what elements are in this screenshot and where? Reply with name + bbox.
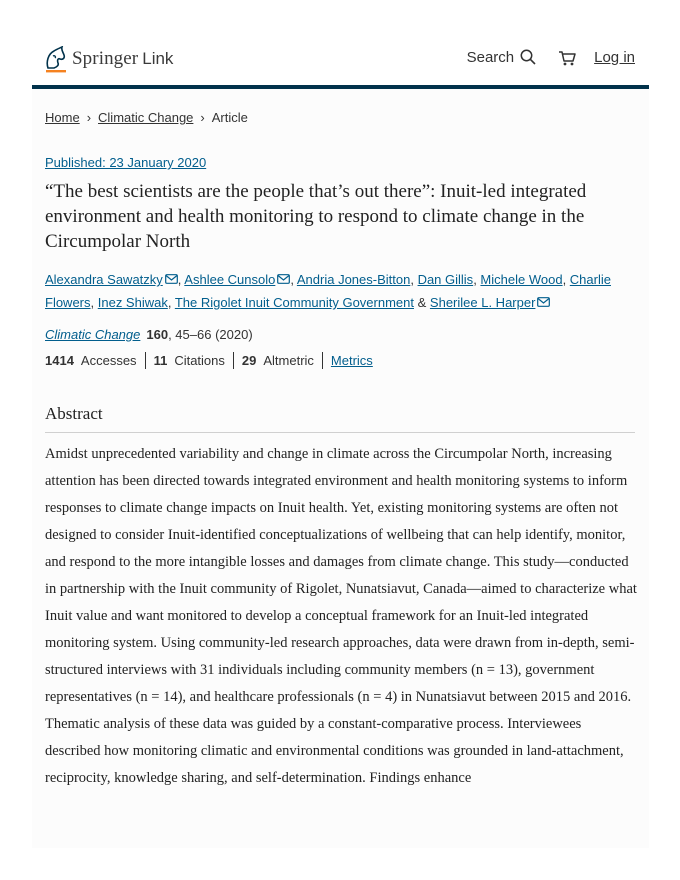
breadcrumb	[45, 110, 248, 125]
author-list: Alexandra Sawatzky , Ashlee Cunsolo , Andria Jones-Bitton, Dan Gillis, Michele Wood, Charlie Flowers, Inez Shiwak, The Rigolet Inuit Community Government & Sherilee L. Harper	[45, 272, 611, 310]
abstract-text: Amidst unprecedented variability and change in climate across the Circumpolar North, increasing attention has been directed towards integrated environment and health monitoring systems to inform responses to climate change impacts on Inuit health. Yet, existing monitoring systems are often not designed to consider Inuit-identified conceptualizations of wellbeing that can help identify, monitor, and respond to the more intangible losses and damages from climate change. This study—conducted in partnership with the Inuit community of Rigolet, Nunatsiavut, Canada—aimed to characterize what Inuit value and want monitored to develop a conceptual framework for an Inuit-led integrated monitoring system. Using community-led research approaches, data were drawn from in-depth, semi-structured interviews with 31 individuals including community members (n = 13), government representatives (n = 14), and healthcare professionals (n = 4) in Nunatsiavut between 2015 and 2016. Thematic analysis of these data was guided by a constant-comparative process. Interviewees described how monitoring climatic and environmental conditions was grounded in land-attachment, reciprocity, knowledge sharing, and self-determination. Findings enhance	[45, 446, 637, 786]
site-header	[32, 28, 649, 89]
author-link[interactable]: Inez Shiwak	[97, 295, 168, 310]
search-button[interactable]	[467, 49, 537, 66]
header-actions	[467, 48, 635, 66]
brand-springer: Springer	[72, 48, 139, 69]
breadcrumb-current: Article	[211, 110, 248, 125]
author-link[interactable]: Michele Wood	[480, 272, 563, 287]
citations-label: Citations	[174, 353, 225, 368]
journal-pages: , 45–66 (2020)	[168, 327, 253, 342]
author-link[interactable]: Dan Gillis	[417, 272, 474, 287]
article-metrics	[45, 352, 373, 369]
metrics-divider	[233, 352, 234, 369]
journal-volume: 160	[146, 327, 169, 342]
breadcrumb-home[interactable]: Home	[45, 110, 80, 125]
chevron-right-icon: ›	[86, 110, 92, 125]
author-link[interactable]: Alexandra Sawatzky	[45, 272, 163, 287]
metrics-link[interactable]: Metrics	[330, 353, 373, 368]
author-and-separator: &	[417, 295, 427, 310]
mail-icon[interactable]	[277, 274, 290, 284]
altmetric-label: Altmetric	[263, 353, 314, 368]
published-date[interactable]: Published: 23 January 2020	[45, 155, 207, 170]
author-link[interactable]: Ashlee Cunsolo	[184, 272, 276, 287]
mail-icon[interactable]	[165, 274, 178, 284]
accesses-count: 1414	[45, 353, 74, 368]
altmetric-count: 29	[241, 353, 257, 368]
author-link[interactable]: Charlie Flowers	[45, 272, 611, 310]
mail-icon[interactable]	[537, 297, 550, 307]
metrics-divider	[322, 352, 323, 369]
author-link[interactable]: The Rigolet Inuit Community Government	[174, 295, 414, 310]
accesses-label: Accesses	[80, 353, 137, 368]
springer-link-logo[interactable]	[44, 45, 173, 73]
abstract-heading: Abstract	[45, 404, 103, 423]
chevron-right-icon: ›	[200, 110, 205, 125]
metrics-divider	[145, 352, 146, 369]
author-link[interactable]: Andria Jones-Bitton	[296, 272, 411, 287]
cart-icon[interactable]	[558, 50, 576, 66]
brand-link: Link	[142, 49, 174, 68]
journal-citation	[45, 327, 253, 342]
author-link[interactable]: Sherilee L. Harper	[429, 295, 536, 310]
citations-count: 11	[153, 353, 168, 368]
springer-horse-icon	[44, 46, 68, 73]
search-label: Search	[466, 48, 515, 66]
breadcrumb-journal[interactable]: Climatic Change	[98, 110, 194, 125]
login-link[interactable]: Log in	[594, 48, 635, 66]
article-title: “The best scientists are the people that’s out there”: Inuit-led integrated environment and health monitoring to respond to climate change in the Circumpolar North	[45, 181, 587, 252]
journal-link[interactable]: Climatic Change	[45, 327, 141, 342]
page-frame	[32, 28, 649, 848]
abstract-divider	[45, 432, 635, 433]
search-icon	[520, 49, 536, 65]
